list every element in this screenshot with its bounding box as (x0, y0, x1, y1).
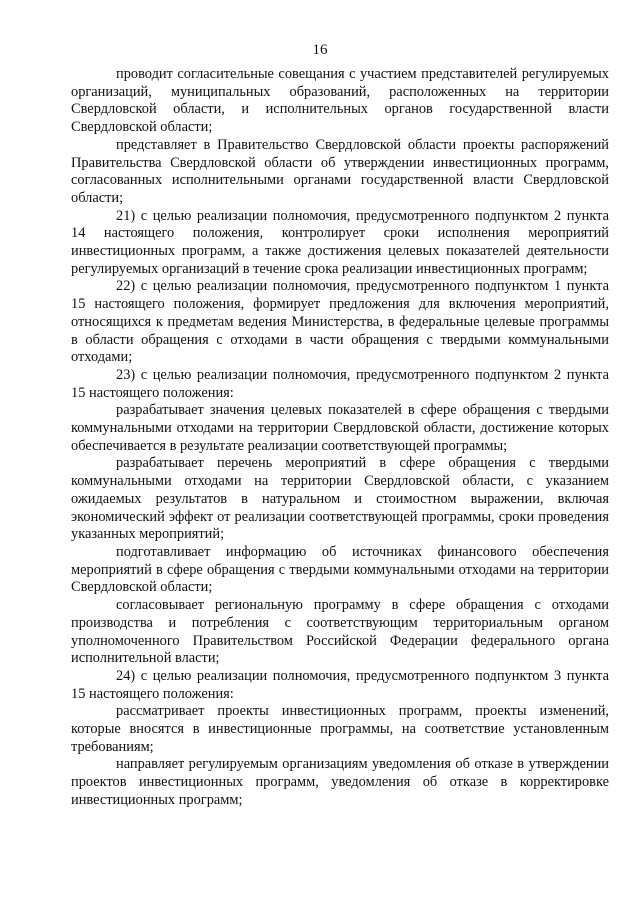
paragraph-reviews-projects: рассматривает проекты инвестиционных программ, проекты изменений, которые вносятся в инвестиционные программы, на соответствие установленным требованиям; (71, 703, 609, 755)
paragraph-submits-draft-orders: представляет в Правительство Свердловской области проекты распоряжений Правительства Свердловской области об утверждении инвестиционных программ, согласованных исполнительными органами государственной власти Свердловской области; (71, 136, 609, 206)
paragraph-target-indicators: разрабатывает значения целевых показателей в сфере обращения с твердыми коммунальными отходами на территории Свердловской области, достижение которых обеспечивается в результате реализации соответствующей программы; (71, 402, 609, 454)
paragraph-funding-sources: подготавливает информацию об источниках финансового обеспечения мероприятий в сфере обращения с твердыми коммунальными отходами на территории Свердловской области; (71, 543, 609, 596)
page-number: 16 (312, 42, 328, 58)
paragraph-refusal-notices: направляет регулируемым организациям уведомления об отказе в утверждении проектов инвестиционных программ, уведомления об отказе в корректировке инвестиционных программ; (71, 756, 609, 808)
paragraph-regional-program: согласовывает региональную программу в сфере обращения с отходами производства и потребления с соответствующим территориальным органом уполномоченного Правительством Российской Федерации федерального органа исполнительной власти; (71, 597, 609, 667)
paragraph-item-22: 22) с целью реализации полномочия, предусмотренного подпунктом 1 пункта 15 настоящего положения, формирует предложения для включения мероприятий, относящихся к предметам ведения Министерства, в федеральные целевые программы в области обращения с отходами в части обращения с твердыми коммунальными отходами; (71, 278, 609, 366)
paragraph-item-23: 23) с целью реализации полномочия, предусмотренного подпунктом 2 пункта 15 настоящего положения: (71, 366, 609, 401)
paragraph-item-21: 21) с целью реализации полномочия, предусмотренного подпунктом 2 пункта 14 настоящего положения, контролирует сроки исполнения мероприятий инвестиционных программ, а также достижения целевых показателей деятельности регулируемых организаций в течение срока реализации инвестиционных программ; (71, 207, 609, 277)
paragraph-item-24: 24) с целью реализации полномочия, предусмотренного подпунктом 3 пункта 15 настоящего положения: (71, 667, 609, 702)
paragraph-measures-list: разрабатывает перечень мероприятий в сфере обращения с твердыми коммунальными отходами на территории Свердловской области, с указанием ожидаемых результатов в натуральном и стоимостном выражении, включая экономический эффект от реализации соответствующей программы, сроки проведения указанных мероприятий; (71, 455, 609, 543)
document-body (71, 66, 609, 810)
paragraph-conciliation-meetings: проводит согласительные совещания с участием представителей регулируемых организаций, муниципальных образований, расположенных на территории Свердловской области, и исполнительных органов государственной власти Свердловской области; (71, 66, 609, 136)
